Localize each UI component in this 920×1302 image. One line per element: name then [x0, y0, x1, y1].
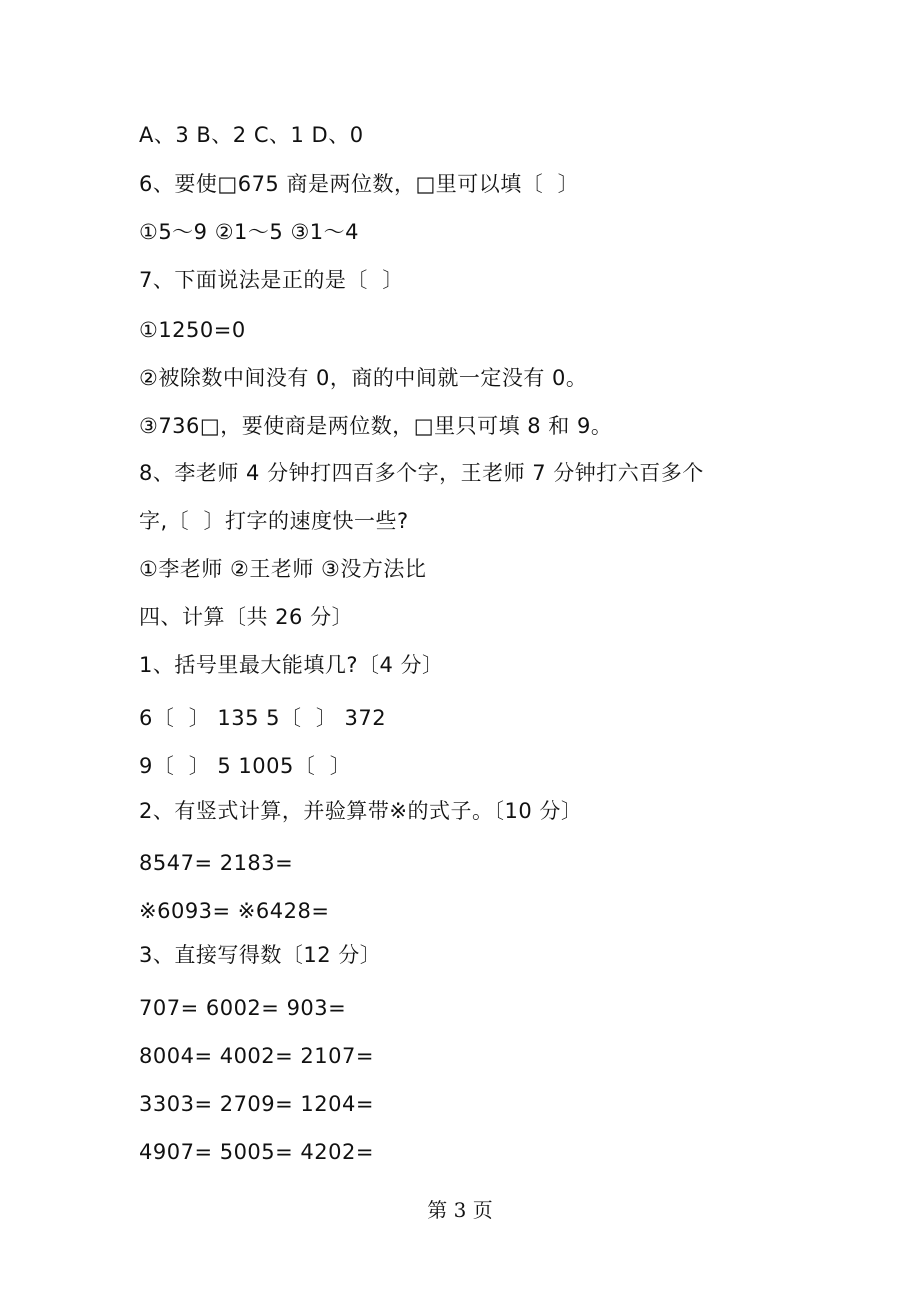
section-4-heading: 四、计算〔共 26 分〕 — [139, 605, 354, 629]
answer-options-line: A、3 B、2 C、1 D、0 — [139, 123, 364, 147]
question-8-line-1: 8、李老师 4 分钟打四百多个字，王老师 7 分钟打六百多个 — [139, 461, 704, 485]
question-6: 6、要使□675 商是两位数，□里可以填〔 〕 — [139, 172, 580, 196]
question-7-option-3: ③736□，要使商是两位数，□里只可填 8 和 9。 — [139, 414, 613, 438]
calc-question-3-row-1: 707= 6002= 903= — [139, 996, 347, 1020]
calc-question-1-row-2: 9〔 〕 5 1005〔 〕 — [139, 754, 352, 778]
calc-question-3-row-3: 3303= 2709= 1204= — [139, 1092, 374, 1116]
calc-question-2: 2、有竖式计算，并验算带※的式子。〔10 分〕 — [139, 799, 583, 823]
question-6-options: ①5～9 ②1～5 ③1～4 — [139, 220, 359, 244]
calc-question-3-row-2: 8004= 4002= 2107= — [139, 1044, 374, 1068]
calc-question-3: 3、直接写得数〔12 分〕 — [139, 943, 382, 967]
question-8-options: ①李老师 ②王老师 ③没方法比 — [139, 557, 427, 581]
question-8-line-2: 字,〔 〕打字的速度快一些? — [139, 509, 409, 533]
question-7-option-2: ②被除数中间没有 0，商的中间就一定没有 0。 — [139, 366, 588, 390]
calc-question-2-row-1: 8547= 2183= — [139, 851, 294, 875]
calc-question-1: 1、括号里最大能填几?〔4 分〕 — [139, 653, 444, 677]
page-number-footer: 第 3 页 — [427, 1198, 493, 1222]
question-7: 7、下面说法是正的是〔 〕 — [139, 268, 404, 292]
calc-question-2-row-2: ※6093= ※6428= — [139, 899, 330, 923]
question-7-option-1: ①1250=0 — [139, 318, 246, 342]
calc-question-3-row-4: 4907= 5005= 4202= — [139, 1140, 374, 1164]
calc-question-1-row-1: 6〔 〕 135 5〔 〕 372 — [139, 706, 387, 730]
